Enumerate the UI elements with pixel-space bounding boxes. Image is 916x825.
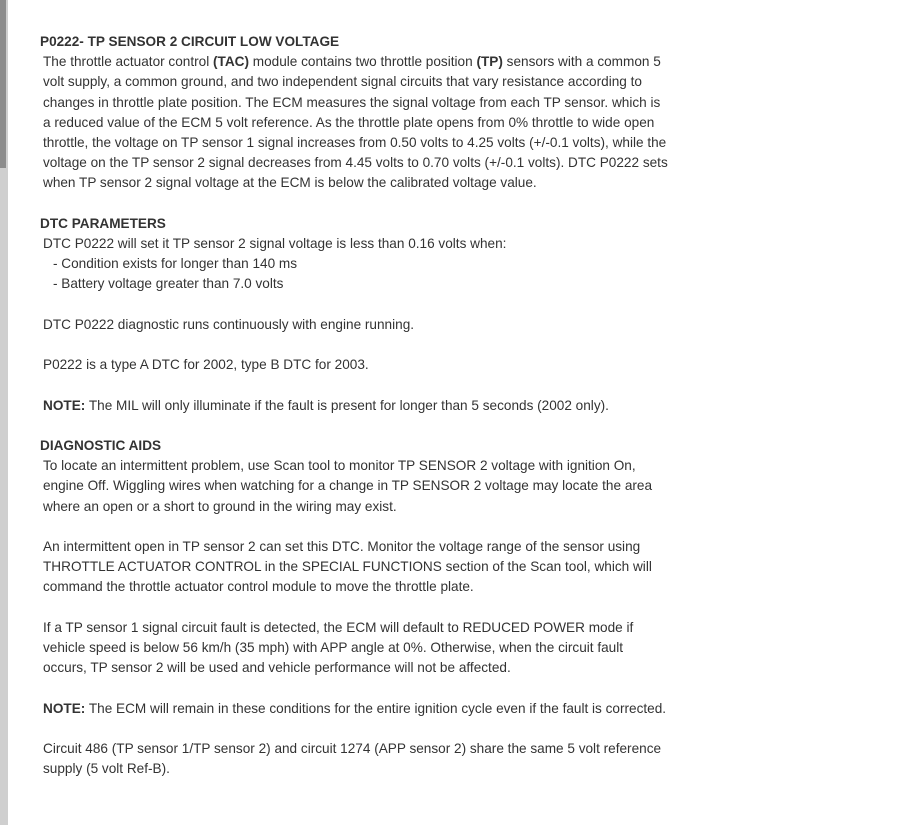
intro-text-3: sensors with a common 5 volt supply, a common ground, and two independent signal circuits that vary resistance according to changes in throttle plate position. The ECM measures the signal voltage from each TP sensor. which is a reduced value of the ECM 5 volt reference. As the throttle plate opens from 0% throttle to wide open throttle, the voltage on TP sensor 1 signal increases from 0.50 volts to 4.25 volts (+/-0.1 volts), while the voltage on the TP sensor 2 signal decreases from 4.45 volts to 0.70 volts (+/-0.1 volts). DTC P0222 sets when TP sensor 2 signal voltage at the ECM is below the calibrated voltage value.: [43, 54, 668, 191]
dtc-type-text: P0222 is a type A DTC for 2002, type B DTC for 2003.: [43, 357, 369, 373]
intro-bold-tp: (TP): [476, 54, 503, 70]
section-heading-diagnostic-aids: DIAGNOSTIC AIDS: [40, 437, 162, 453]
vertical-scrollbar[interactable]: [0, 0, 8, 825]
dtc-lead-text: DTC P0222 will set it TP sensor 2 signal voltage is less than 0.16 volts when:: [43, 236, 507, 252]
diagnostic-aids-paragraph-4: Circuit 486 (TP sensor 1/TP sensor 2) and circuit 1274 (APP sensor 2) share the same 5 volt reference supply (5 volt Ref-B).: [43, 740, 662, 777]
condition-item: - Battery voltage greater than 7.0 volts: [53, 276, 284, 292]
intro-text-1: The throttle actuator control: [43, 54, 214, 70]
intro-text-2: module contains two throttle position: [249, 54, 477, 70]
diagnostic-aids-paragraph-2: An intermittent open in TP sensor 2 can set this DTC. Monitor the voltage range of the sensor using THROTTLE ACTUATOR CONTROL in the SPECIAL FUNCTIONS section of the Scan tool, which will command the throttle actuator control module to move the throttle plate.: [43, 538, 652, 595]
note-text: The MIL will only illuminate if the fault is present for longer than 5 seconds (2002 only).: [85, 397, 609, 413]
diagnostic-aids-paragraph-1: To locate an intermittent problem, use Scan tool to monitor TP SENSOR 2 voltage with ignition On, engine Off. Wiggling wires when watching for a change in TP SENSOR 2 voltage may locate the area where an open or a short to ground in the wiring may exist.: [43, 458, 653, 514]
document-title: P0222- TP SENSOR 2 CIRCUIT LOW VOLTAGE: [40, 34, 340, 49]
intro-bold-tac: (TAC): [213, 54, 249, 70]
condition-item: - Condition exists for longer than 140 ms: [53, 256, 298, 272]
document-body: [40, 32, 670, 779]
note-mil: [40, 396, 670, 416]
dtc-runs-text: DTC P0222 diagnostic runs continuously with engine running.: [43, 316, 415, 332]
note-label: NOTE:: [43, 397, 86, 413]
section-heading-dtc-parameters: DTC PARAMETERS: [40, 215, 166, 231]
intro-paragraph: [40, 52, 670, 193]
note-text: The ECM will remain in these conditions for the entire ignition cycle even if the fault is corrected.: [85, 700, 667, 716]
note-label: NOTE:: [43, 700, 86, 716]
diagnostic-aids-paragraph-3: If a TP sensor 1 signal circuit fault is detected, the ECM will default to REDUCED POWER mode if vehicle speed is below 56 km/h (35 mph) with APP angle at 0%. Otherwise, when the circuit fault occurs, TP sensor 2 will be used and vehicle performance will not be affected.: [43, 619, 634, 676]
note-ecm: [40, 699, 670, 719]
scrollbar-thumb[interactable]: [0, 0, 6, 168]
